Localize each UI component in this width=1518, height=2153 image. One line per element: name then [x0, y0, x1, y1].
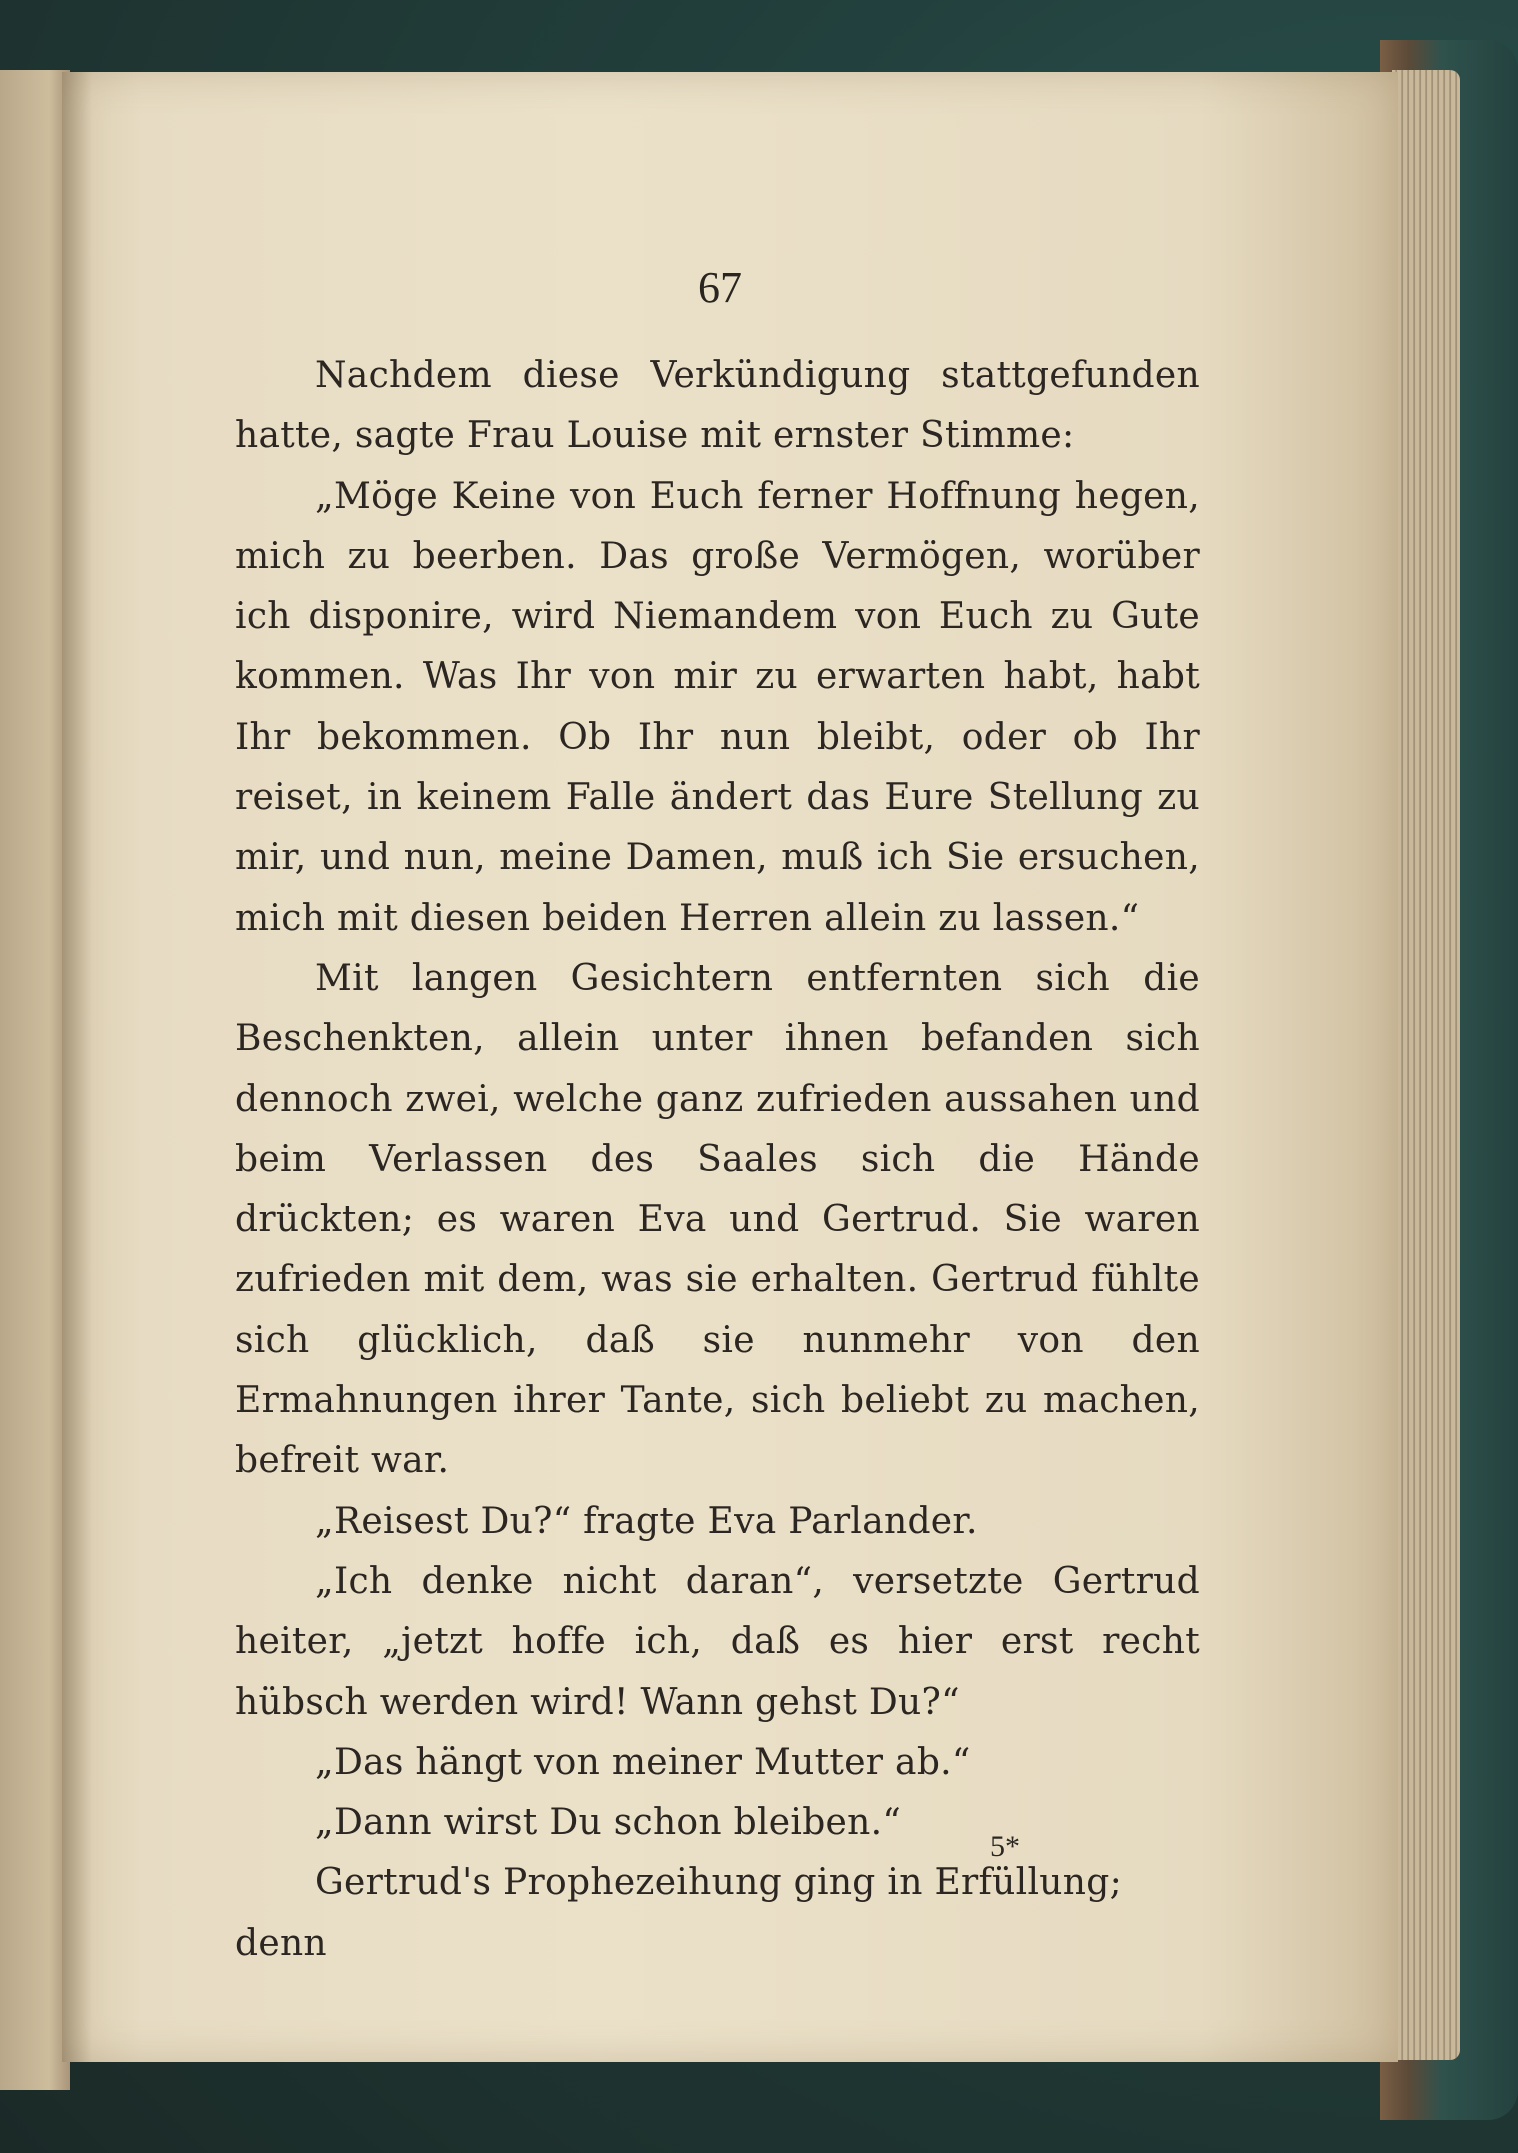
paragraph-5: „Ich denke nicht daran“, versetzte Gertrud heiter, „jetzt hoffe ich, daß es hier erst recht hübsch werden wird! Wann gehst Du?“ [235, 1560, 1200, 1723]
page-stack-edge [1392, 70, 1460, 2060]
gutter-shadow [62, 72, 92, 2062]
paragraph-8: Gertrud's Prophezeihung ging in Erfüllung; denn [235, 1862, 1123, 1964]
paragraph-4: „Reisest Du?“ fragte Eva Parlander. [315, 1500, 978, 1542]
paragraph-2: „Möge Keine von Euch ferner Hoffnung hegen, mich zu beerben. Das große Vermögen, worüber ich disponire, wird Niemandem von Euch zu Gute kommen. Was Ihr von mir zu erwarten habt, habt Ihr bekommen. Ob Ihr nun bleibt, oder ob Ihr reiset, in keinem Falle ändert das Eure Stellung zu mir, und nun, meine Damen, muß ich Sie ersuchen, mich mit diesen beiden Herren allein zu lassen.“ [235, 475, 1200, 939]
paragraph-7: „Dann wirst Du schon bleiben.“ [315, 1802, 902, 1844]
paragraph-3: Mit langen Gesichtern entfernten sich die Beschenkten, allein unter ihnen befanden sich dennoch zwei, welche ganz zufrieden aussahen und beim Verlassen des Saales sich die Hände drückten; es waren Eva und Gertrud. Sie waren zufrieden mit dem, was sie erhalten. Gertrud fühlte sich glücklich, daß sie nunmehr von den Ermahnungen ihrer Tante, sich beliebt zu machen, befreit war. [235, 957, 1200, 1482]
signature-mark: 5* [990, 1830, 1020, 1863]
body-text [235, 346, 1200, 1974]
paragraph-1: Nachdem diese Verkündigung stattgefunden hatte, sagte Frau Louise mit ernster Stimme: [235, 355, 1200, 457]
facing-page-edge [0, 70, 70, 2090]
page-number: 67 [698, 263, 742, 312]
paragraph-6: „Das hängt von meiner Mutter ab.“ [315, 1741, 971, 1783]
